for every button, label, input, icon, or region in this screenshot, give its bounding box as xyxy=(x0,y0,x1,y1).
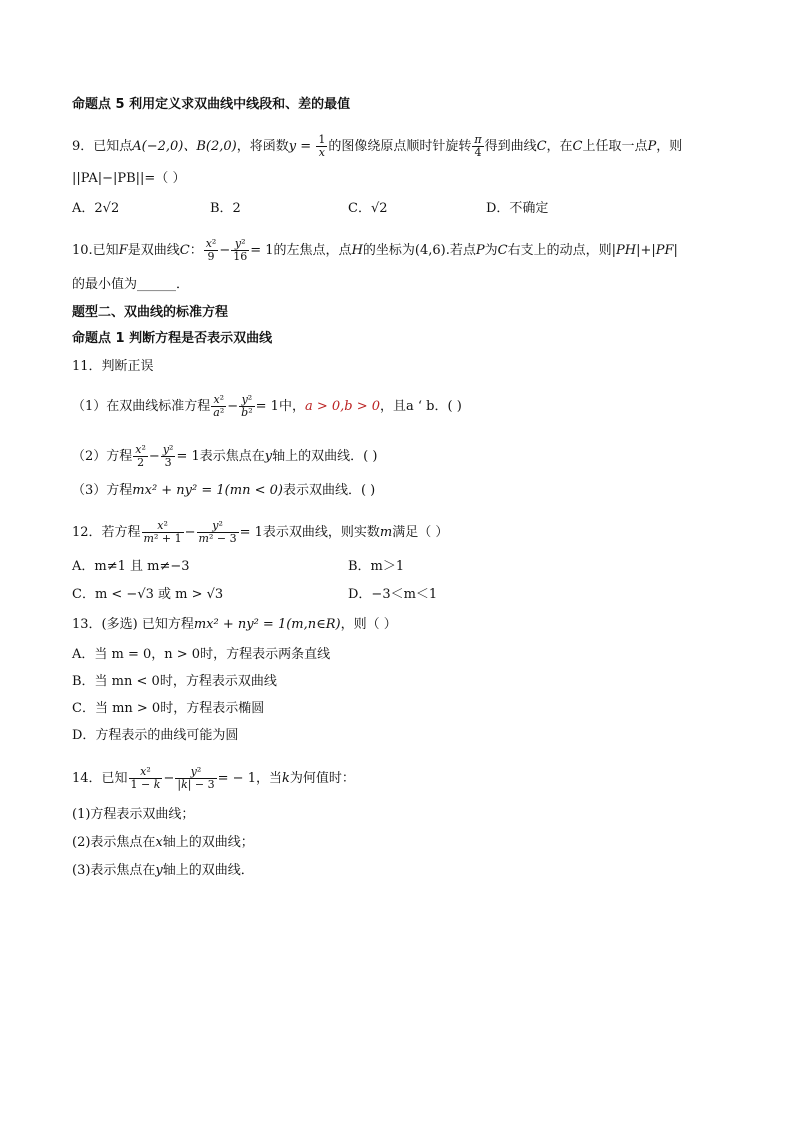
points-ab: A(−2,0)、B(2,0) xyxy=(132,139,237,154)
section-heading-1: 命题点 1 判断方程是否表示双曲线 xyxy=(72,331,273,346)
q11-part-3: （3）方程mx² + ny² = 1(mn < 0)表示双曲线．( ) xyxy=(72,483,376,498)
fraction-1-over-x: $\frac{1}{x}$ xyxy=(318,133,326,159)
q12-option-d: D．−3＜m＜1 xyxy=(348,587,438,602)
section-heading-5: 命题点 5 利用定义求双曲线中线段和、差的最值 xyxy=(72,97,351,112)
q13-option-a: A．当 m = 0，n > 0时，方程表示两条直线 xyxy=(72,647,331,662)
question-9: 9．已知点A(−2,0)、B(2,0)，将函数y = $\frac{1}{x}$ 的图像绕原点顺时针旋转 $\frac{\pi}{4}$ 得到曲线C，在C上任取一点P，则 xyxy=(72,133,683,159)
question-13: 13．(多选) 已知方程mx² + ny² = 1(m,n∈R)，则（ ） xyxy=(72,617,397,632)
q13-option-d: D．方程表示的曲线可能为圆 xyxy=(72,728,239,743)
fraction-pi-over-4: $\frac{\pi}{4}$ xyxy=(474,133,482,159)
question-9-expression: ||PA|−|PB||=（ ） xyxy=(72,171,186,186)
q12-option-c: C．m < −√3 或 m > √3 xyxy=(72,587,224,602)
q9-option-c: C．√2 xyxy=(348,201,388,216)
q9-option-a: A．2√2 xyxy=(72,201,120,216)
q14-part-3: (3)表示焦点在y轴上的双曲线． xyxy=(72,863,254,878)
question-10-line2: 的最小值为______． xyxy=(72,277,190,292)
q13-option-c: C．当 mn > 0时，方程表示椭圆 xyxy=(72,701,265,716)
q13-option-b: B．当 mn < 0时，方程表示双曲线 xyxy=(72,674,277,689)
q14-part-2: (2)表示焦点在x轴上的双曲线； xyxy=(72,835,254,850)
q12-option-a: A．m≠1 且 m≠−3 xyxy=(72,559,190,574)
question-10: 10.已知F是双曲线C： $\frac{\text{x²}}{9}$ − $\frac{\text{y²}}{16}$ = 1的左焦点，点H的坐标为(4,6).若点P为C右支上的动点，则|PH|+|PF| xyxy=(72,237,678,263)
q14-part-1: (1)方程表示双曲线； xyxy=(72,807,195,822)
q9-option-d: D．不确定 xyxy=(486,201,549,216)
question-14: 14．已知 $\frac{\text{x²}}{1 - k}$ − $\frac{\text{y²}}{|k| - 3}$ = − 1，当k为何值时： xyxy=(72,765,355,791)
type-heading-2: 题型二、双曲线的标准方程 xyxy=(72,305,229,320)
q12-option-b: B．m＞1 xyxy=(348,559,405,574)
question-11-title: 11．判断正误 xyxy=(72,359,154,374)
q11-part-2: （2）方程 $\frac{\text{x²}}{2}$ − $\frac{\text{y²}}{3}$ = 1表示焦点在y轴上的双曲线．( ) xyxy=(72,443,378,469)
question-12: 12．若方程 $\frac{\text{x²}}{\text{m² + 1}}$ − $\frac{\text{y²}}{\text{m² − 3}}$ = 1表示双曲线，则实数m满足（ ） xyxy=(72,519,449,545)
q9-option-b: B．2 xyxy=(210,201,241,216)
q11-part-1: （1）在双曲线标准方程 $\frac{\text{x²}}{\text{a²}}$ − $\frac{\text{y²}}{\text{b²}}$ = 1中，a > 0,b > 0，且a ‘ b．( ) xyxy=(72,393,462,419)
